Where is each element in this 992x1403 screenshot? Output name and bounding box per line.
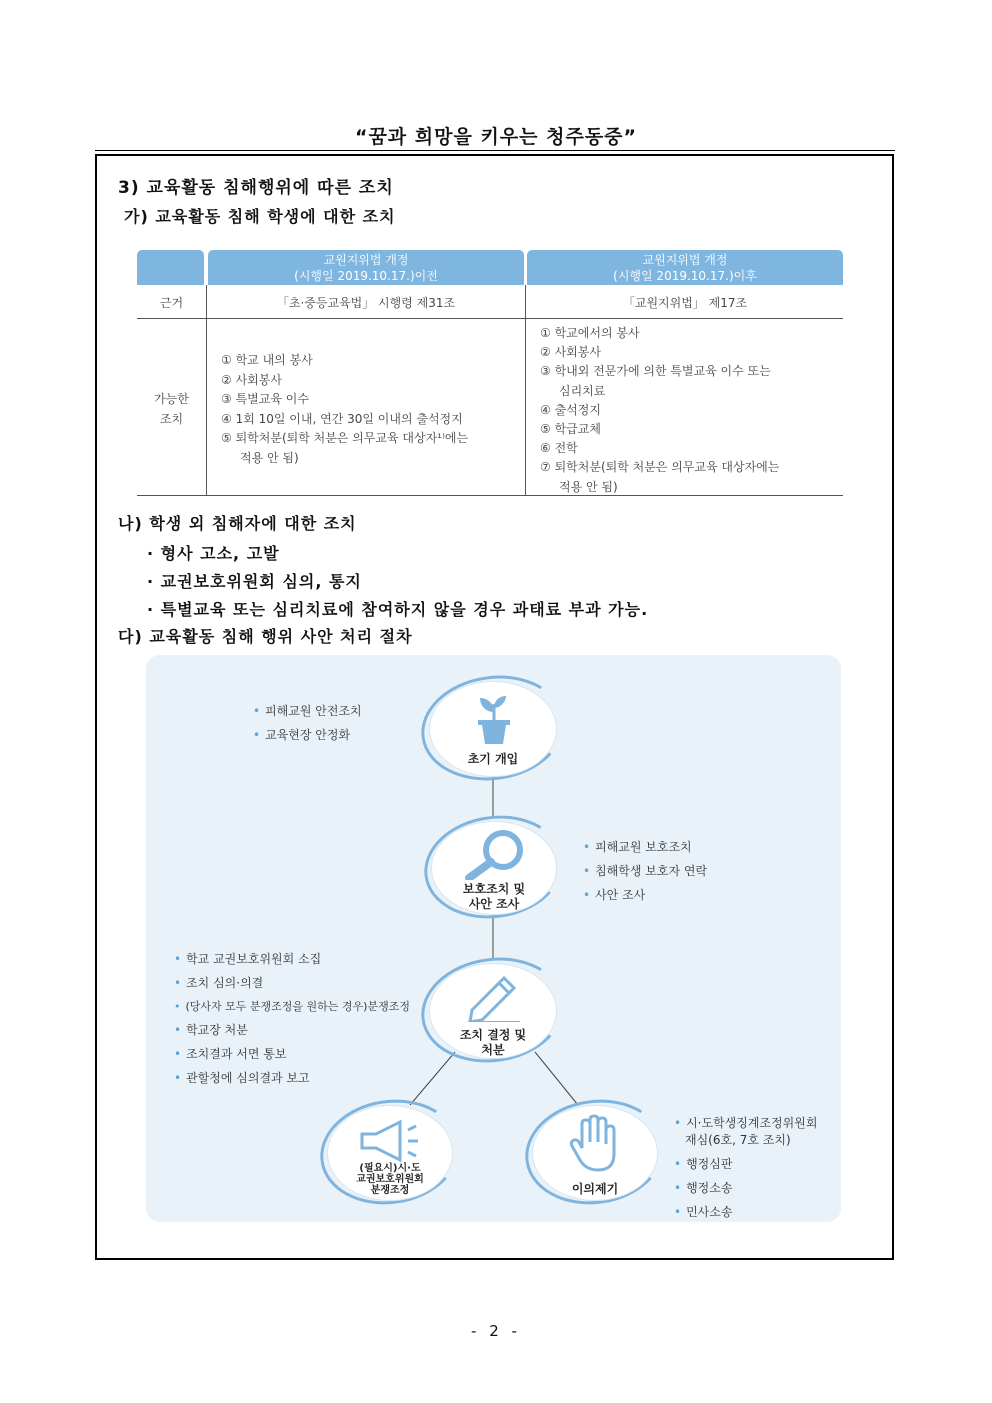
list-item: • (당사자 모두 분쟁조정을 원하는 경우)분쟁조정 xyxy=(174,998,410,1014)
list-item: • 민사소송 xyxy=(674,1203,817,1220)
megaphone-icon xyxy=(356,1118,438,1164)
section-b-bullet: · 형사 고소, 고발 xyxy=(147,544,280,563)
list-item-continuation: 재심(6호, 7호 조치) xyxy=(685,1133,791,1147)
row-measures-head-1: 가능한 xyxy=(154,392,189,406)
list-item: • 조치결과 서면 통보 xyxy=(174,1045,410,1062)
node3-line1: 조치 결정 및 xyxy=(459,1028,527,1042)
node4-line1: (필요시)시·도 xyxy=(359,1163,421,1174)
list-item: • 학교장 처분 xyxy=(174,1021,410,1038)
list-item: • 행정심판 xyxy=(674,1155,817,1172)
node4-line3: 분쟁조정 xyxy=(370,1185,410,1196)
connector-line xyxy=(410,1052,455,1105)
pencil-icon xyxy=(464,972,524,1022)
raised-hand-icon xyxy=(568,1114,620,1174)
list-item: • 조치 심의·의결 xyxy=(174,974,410,991)
list-item: ③ 학내외 전문가에 의한 특별교육 이수 또는 xyxy=(540,364,771,379)
list-item: 적용 안 됨) xyxy=(240,450,299,465)
row-basis-head: 근거 xyxy=(159,296,184,310)
node-label-decision xyxy=(430,1028,556,1058)
list-item: ④ 1회 10일 이내, 연간 30일 이내의 출석정지 xyxy=(221,411,463,426)
header-before-line2: (시행일 2019.10.17.)이전 xyxy=(294,269,438,283)
node-label-protection xyxy=(432,882,556,912)
node2-line2: 사안 조사 xyxy=(468,897,520,911)
plant-icon xyxy=(466,690,522,746)
node4-line2: 교권보호위원회 xyxy=(356,1174,424,1185)
page-header-title: “꿈과 희망을 키우는 청주동중” xyxy=(354,126,638,148)
section-b-bullet: · 교권보호위원회 심의, 통지 xyxy=(147,572,362,591)
list-item: 심리치료 xyxy=(559,383,606,398)
list-item: • 행정소송 xyxy=(674,1179,817,1196)
row-measures-head-2: 조치 xyxy=(159,412,184,426)
list-item: ⑦ 퇴학처분(퇴학 처분은 의무교육 대상자에는 xyxy=(540,460,780,475)
list-item: 적용 안 됨) xyxy=(559,479,618,494)
list-item: • 피해교원 안전조치 xyxy=(253,702,362,719)
node1-details xyxy=(253,702,362,750)
list-item: ② 사회봉사 xyxy=(540,345,601,360)
list-item: • 관할청에 심의결과 보고 xyxy=(174,1069,410,1086)
list-item: ⑥ 전학 xyxy=(540,441,578,456)
magnifier-icon xyxy=(463,828,529,880)
section-a-title: 가) 교육활동 침해 학생에 대한 조치 xyxy=(124,207,396,226)
node2-details xyxy=(583,838,707,910)
list-item: ⑤ 퇴학처분(퇴학 처분은 의무교육 대상자¹⁾에는 xyxy=(221,431,469,445)
list-item: • 교육현장 안정화 xyxy=(253,726,362,743)
header-after-line2: (시행일 2019.10.17.)이후 xyxy=(613,269,757,283)
row-basis-before: 「초·중등교육법」 시행령 제31조 xyxy=(276,296,456,310)
list-item: • 시·도학생징계조정위원회 xyxy=(674,1114,817,1131)
section-c-title: 다) 교육활동 침해 행위 사안 처리 절차 xyxy=(118,627,413,646)
section-b-bullet: · 특별교육 또는 심리치료에 참여하지 않을 경우 과태료 부과 가능. xyxy=(147,600,649,619)
header-after-line1: 교원지위법 개정 xyxy=(642,253,728,267)
list-item: ① 학교 내의 봉사 xyxy=(221,353,313,367)
node-label-objection: 이의제기 xyxy=(571,1182,619,1196)
list-item: • 학교 교권보호위원회 소집 xyxy=(174,950,410,967)
row-basis-after: 「교원지위법」 제17조 xyxy=(622,296,748,310)
list-item: ① 학교에서의 봉사 xyxy=(540,326,640,340)
connector-line xyxy=(535,1052,578,1105)
list-item: • 침해학생 보호자 연락 xyxy=(583,862,707,879)
list-item xyxy=(674,1131,817,1148)
list-item: ② 사회봉사 xyxy=(221,372,282,387)
node-label-initial: 초기 개입 xyxy=(467,752,519,766)
section-3-title: 3) 교육활동 침해행위에 따른 조치 xyxy=(118,178,394,198)
node2-line1: 보호조치 및 xyxy=(462,882,526,896)
list-item: ③ 특별교육 이수 xyxy=(221,392,309,406)
node-label-mediation xyxy=(328,1163,452,1196)
node3-line2: 처분 xyxy=(481,1043,505,1057)
list-item: • 피해교원 보호조치 xyxy=(583,838,707,855)
list-item: ⑤ 학급교체 xyxy=(540,422,601,437)
page-number: - 2 - xyxy=(471,1322,521,1340)
section-b-title: 나) 학생 외 침해자에 대한 조치 xyxy=(118,514,357,533)
list-item: ④ 출석정지 xyxy=(540,402,601,417)
node3-details xyxy=(174,950,410,1093)
header-before-line1: 교원지위법 개정 xyxy=(323,253,409,267)
list-item: • 사안 조사 xyxy=(583,886,707,903)
node5-details xyxy=(674,1114,817,1227)
